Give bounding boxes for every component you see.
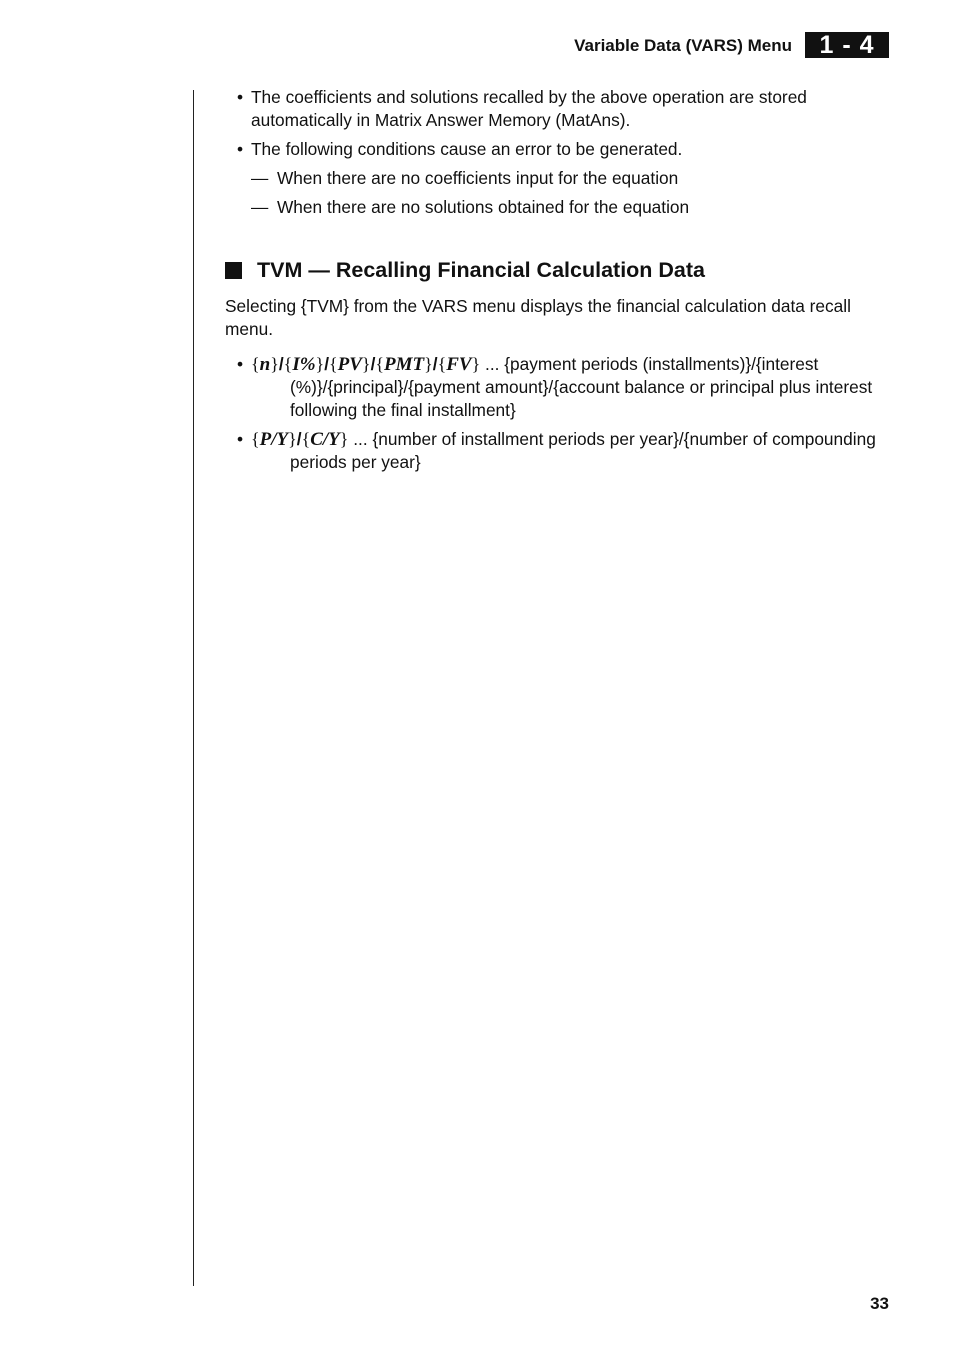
section-intro: Selecting {TVM} from the VARS menu displays the financial calculation data recall menu. xyxy=(225,296,851,339)
section-heading-text: TVM — Recalling Financial Calculation Data xyxy=(257,258,706,282)
square-bullet-icon xyxy=(225,262,242,279)
menu-keys: {n}/{I%}/{PV}/{PMT}/{FV} xyxy=(251,354,481,375)
dash-item xyxy=(225,167,890,190)
bullet-icon: • xyxy=(237,429,244,449)
bullet-item xyxy=(225,86,890,132)
bullet-text: The coefficients and solutions recalled by the above operation are stored automatically in Matrix Answer Memory (MatAns). xyxy=(251,87,807,130)
key-n: n xyxy=(259,354,271,375)
bullet-icon: • xyxy=(237,87,244,107)
menu-item xyxy=(225,353,890,422)
header-title: Variable Data (VARS) Menu xyxy=(574,36,792,55)
page-content xyxy=(225,86,890,480)
menu-item-description: ... {payment periods (installments)}/{interest (%)}/{principal}/{payment amount}/{account balance or principal plus interest following the final installment} xyxy=(290,354,873,420)
dash-text: When there are no coefficients input for the equation xyxy=(277,168,679,188)
key-p-y: P/Y xyxy=(259,429,289,450)
bullet-text: The following conditions cause an error to be generated. xyxy=(251,139,683,159)
bullet-item xyxy=(225,138,890,161)
bullet-icon: • xyxy=(237,139,244,159)
key-pmt: PMT xyxy=(384,354,425,375)
section-heading xyxy=(225,257,890,283)
menu-keys: {P/Y}/{C/Y} xyxy=(251,429,349,450)
key-c-y: C/Y xyxy=(310,429,340,450)
page-number: 33 xyxy=(870,1294,889,1313)
section-badge: 1 - 4 xyxy=(805,32,889,58)
key-i-percent: I% xyxy=(292,354,316,375)
dash-icon: — xyxy=(251,168,269,188)
dash-text: When there are no solutions obtained for the equation xyxy=(277,197,690,217)
dash-icon: — xyxy=(251,197,269,217)
key-fv: FV xyxy=(446,354,472,375)
menu-item-description: ... {number of installment periods per year}/{number of compounding periods per year} xyxy=(290,429,876,472)
dash-item xyxy=(225,196,890,219)
bullet-icon: • xyxy=(237,354,244,374)
key-pv: PV xyxy=(337,354,362,375)
margin-rule xyxy=(193,90,194,1286)
menu-item xyxy=(225,428,890,474)
